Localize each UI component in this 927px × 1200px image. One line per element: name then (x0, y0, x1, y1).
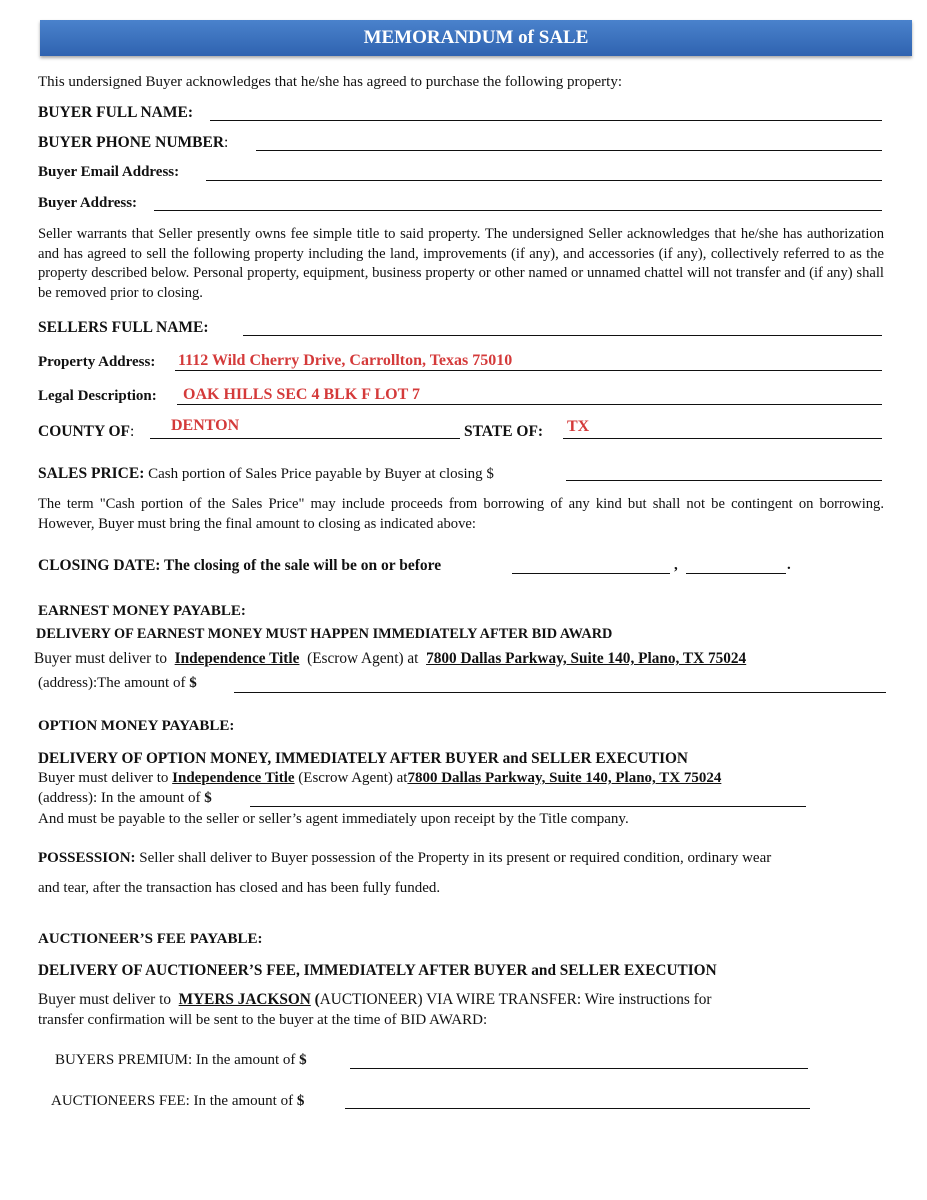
legal-description-field[interactable] (177, 404, 882, 405)
state-value: TX (567, 418, 590, 435)
auctioneer-wire-note: transfer confirmation will be sent to the buyer at the time of BID AWARD: (38, 1012, 488, 1028)
seller-full-name-field[interactable] (243, 335, 882, 336)
auctioneers-fee-field[interactable] (345, 1108, 810, 1109)
auctioneer-name: MYERS JACKSON (178, 991, 311, 1008)
sales-price-field[interactable] (566, 480, 882, 481)
earnest-title-address: 7800 Dallas Parkway, Suite 140, Plano, TX 75024 (426, 650, 747, 667)
buyer-email-field[interactable] (206, 180, 882, 181)
legal-description-label: Legal Description: (38, 388, 157, 404)
buyer-address-field[interactable] (154, 210, 882, 211)
buyer-full-name-field[interactable] (210, 120, 882, 121)
auctioneer-heading: AUCTIONEER’S FEE PAYABLE: (38, 931, 263, 947)
buyers-premium-label: BUYERS PREMIUM: In the amount of $ (55, 1052, 307, 1068)
intro-text: This undersigned Buyer acknowledges that he/she has agreed to purchase the following property: (38, 74, 622, 90)
document-title: MEMORANDUM of SALE (363, 27, 589, 48)
option-title-address: 7800 Dallas Parkway, Suite 140, Plano, TX 75024 (407, 770, 722, 786)
state-label: STATE OF: (464, 423, 544, 440)
county-value: DENTON (171, 417, 240, 434)
buyers-premium-field[interactable] (350, 1068, 808, 1069)
sales-price-line (38, 465, 494, 483)
sales-price-text: Cash portion of Sales Price payable by Buyer at closing $ (148, 466, 494, 482)
seller-full-name-label: SELLERS FULL NAME: (38, 319, 209, 336)
possession-line: POSSESSION: Seller shall deliver to Buyer possession of the Property in its present or required condition, ordinary wear (38, 850, 772, 866)
property-address-field[interactable] (175, 370, 882, 371)
earnest-amount-label: (address):The amount of $ (38, 675, 197, 691)
sales-price-note: The term "Cash portion of the Sales Price" may include proceeds from borrowing of any kind but shall not be contingent on borrowing. However, Buyer must bring the final amount to closing as indicated above: (38, 496, 884, 532)
county-label: COUNTY OF: (38, 423, 135, 440)
earnest-deliver-line: Buyer must deliver to Independence Title (Escrow Agent) at 7800 Dallas Parkway, Suite 140, Plano, TX 75024 (34, 650, 747, 667)
buyer-full-name-label: BUYER FULL NAME: (38, 104, 194, 121)
possession-label: POSSESSION: (38, 850, 136, 866)
option-heading: OPTION MONEY PAYABLE: (38, 718, 235, 734)
earnest-amount-field[interactable] (234, 692, 886, 693)
sales-price-label: SALES PRICE: (38, 465, 145, 482)
legal-description-value: OAK HILLS SEC 4 BLK F LOT 7 (183, 386, 420, 403)
buyer-phone-field[interactable] (256, 150, 882, 151)
earnest-heading: EARNEST MONEY PAYABLE: (38, 603, 246, 619)
option-deliver-line: Buyer must deliver to Independence Title (Escrow Agent) at7800 Dallas Parkway, Suite 140, Plano, TX 75024 (38, 770, 722, 786)
earnest-subheading: DELIVERY OF EARNEST MONEY MUST HAPPEN IMMEDIATELY AFTER BID AWARD (36, 626, 613, 642)
closing-year-field[interactable] (686, 573, 786, 574)
option-amount-label: (address): In the amount of $ (38, 790, 212, 806)
option-payable-note: And must be payable to the seller or seller’s agent immediately upon receipt by the Title company. (38, 811, 629, 827)
possession-line-2: and tear, after the transaction has closed and has been fully funded. (38, 880, 441, 896)
closing-date-label: CLOSING DATE: The closing of the sale will be on or before (38, 557, 442, 574)
buyer-address-label: Buyer Address: (38, 195, 138, 211)
closing-date-field[interactable] (512, 573, 670, 574)
seller-warranty-paragraph: Seller warrants that Seller presently owns fee simple title to said property. The undersigned Seller acknowledges that he/she has authorization and has agreed to sell the following property including the land, improvements (if any), and accessories (if any), collectively referred to as the property described below. Personal property, equipment, business property or other named or unnamed chattel will not transfer and (if any) shall be removed prior to closing. (38, 226, 884, 301)
option-subheading: DELIVERY OF OPTION MONEY, IMMEDIATELY AFTER BUYER and SELLER EXECUTION (38, 750, 688, 767)
option-title-company: Independence Title (172, 770, 295, 786)
option-amount-field[interactable] (250, 806, 806, 807)
county-field[interactable] (150, 438, 460, 439)
property-address-value: 1112 Wild Cherry Drive, Carrollton, Texas 75010 (178, 352, 513, 369)
buyer-email-label: Buyer Email Address: (38, 164, 180, 180)
auctioneer-deliver-line: Buyer must deliver to MYERS JACKSON (AUCTIONEER) VIA WIRE TRANSFER: Wire instructions for (38, 991, 712, 1008)
auctioneers-fee-label: AUCTIONEERS FEE: In the amount of $ (51, 1093, 305, 1109)
document-title-banner (40, 20, 912, 56)
auctioneer-subheading: DELIVERY OF AUCTIONEER’S FEE, IMMEDIATELY AFTER BUYER and SELLER EXECUTION (38, 962, 717, 979)
state-field[interactable] (563, 438, 882, 439)
buyer-phone-label: BUYER PHONE NUMBER: (38, 134, 229, 151)
closing-comma: , (674, 557, 678, 573)
property-address-label: Property Address: (38, 354, 156, 370)
closing-period: . (787, 557, 791, 573)
earnest-title-company: Independence Title (174, 650, 300, 667)
